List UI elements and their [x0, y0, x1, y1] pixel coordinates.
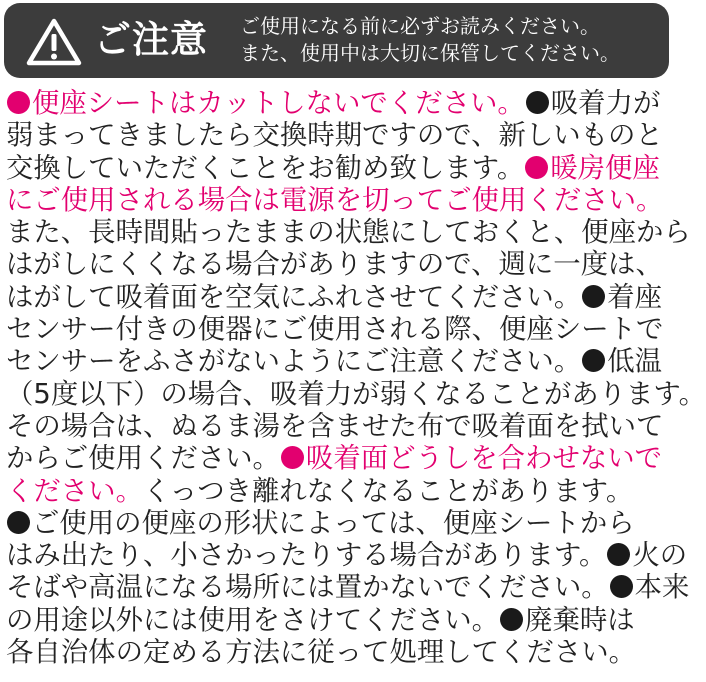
caution-header: [4, 3, 669, 78]
highlight-text: にご使用される場合は電源を切ってご使用ください。: [6, 184, 664, 216]
text-line: [6, 120, 676, 152]
text-line: [6, 572, 690, 604]
body-text-segment: 着座: [607, 281, 663, 313]
text-line: [6, 443, 676, 475]
body-text-segment: その場合は、ぬるま湯を含ませた布で吸着面を拭いて: [6, 410, 664, 442]
text-line: [6, 185, 676, 217]
text-line: [6, 411, 676, 443]
highlight-text: ください。: [6, 475, 143, 507]
body-text-segment: センサーをふさがないようにご注意ください。: [6, 346, 582, 378]
body-text-segment: はがしにくくなる場合がありますので、週に一度は、: [6, 249, 663, 281]
header-title: ご注意: [94, 18, 208, 61]
highlight-text: 暖房便座: [550, 152, 660, 184]
text-line: [6, 508, 676, 540]
highlight-text: 吸着面どうしを合わせないで: [305, 443, 663, 475]
pink-bullet-icon: [525, 156, 548, 179]
text-line: [6, 476, 676, 508]
body-text-segment: 廃棄時は: [525, 604, 635, 636]
text-line: [6, 314, 676, 346]
highlight-text: 便座シートはカットしないでください。: [32, 88, 525, 119]
body-text-segment: （5度以下）の場合、吸着力が弱くなることがあります。: [6, 378, 706, 410]
text-line: [6, 637, 676, 669]
text-line: [6, 378, 706, 411]
text-line: [6, 540, 688, 572]
warning-triangle-icon: [26, 17, 82, 67]
body-text-segment: そばや高温になる場所には置かないでください。: [6, 572, 609, 604]
text-line: [6, 346, 676, 378]
black-bullet-icon: [526, 91, 549, 114]
body-text-segment: 交換していただくことをお勧め致します。: [6, 152, 525, 184]
black-bullet-icon: [500, 608, 523, 631]
body-text-segment: の用途以外には使用をさけてください。: [6, 604, 500, 636]
header-message: [240, 13, 620, 67]
body-text-segment: 火の: [632, 540, 688, 572]
text-line: [6, 153, 676, 185]
body-text-segment: センサー付きの便器にご使用される際、便座シートで: [6, 314, 664, 346]
black-bullet-icon: [582, 349, 605, 372]
caution-body: [6, 88, 706, 669]
text-line: [6, 88, 676, 120]
text-line: [6, 249, 676, 281]
text-line: [6, 282, 676, 314]
black-bullet-icon: [607, 543, 630, 566]
header-message-line-2: また、使用中は大切に保管してください。: [240, 41, 620, 65]
body-text-segment: また、長時間貼ったままの状態にしておくと、便座から: [6, 217, 691, 249]
body-text-segment: からご使用ください。: [6, 443, 280, 475]
text-line: [6, 605, 676, 637]
body-text-segment: 低温: [607, 346, 663, 378]
body-text-segment: 本来: [634, 572, 690, 604]
body-text-segment: くっつき離れなくなることがあります。: [142, 475, 634, 507]
black-bullet-icon: [610, 575, 633, 598]
body-text-segment: 各自治体の定める方法に従って処理してください。: [6, 637, 636, 669]
body-text-segment: 吸着力が: [550, 88, 661, 119]
body-text-segment: はみ出たり、小さかったりする場合があります。: [6, 540, 607, 572]
black-bullet-icon: [582, 285, 605, 308]
text-line: [6, 217, 691, 249]
body-text-segment: 弱まってきましたら交換時期ですので、新しいものと: [6, 120, 663, 152]
pink-bullet-icon: [7, 91, 30, 114]
black-bullet-icon: [7, 511, 30, 534]
pink-bullet-icon: [281, 446, 304, 469]
body-text-segment: ご使用の便座の形状によっては、便座シートから: [32, 507, 635, 539]
header-message-line-1: ご使用になる前に必ずお読みください。: [240, 14, 600, 38]
body-text-segment: はがして吸着面を空気にふれさせてください。: [6, 281, 582, 313]
